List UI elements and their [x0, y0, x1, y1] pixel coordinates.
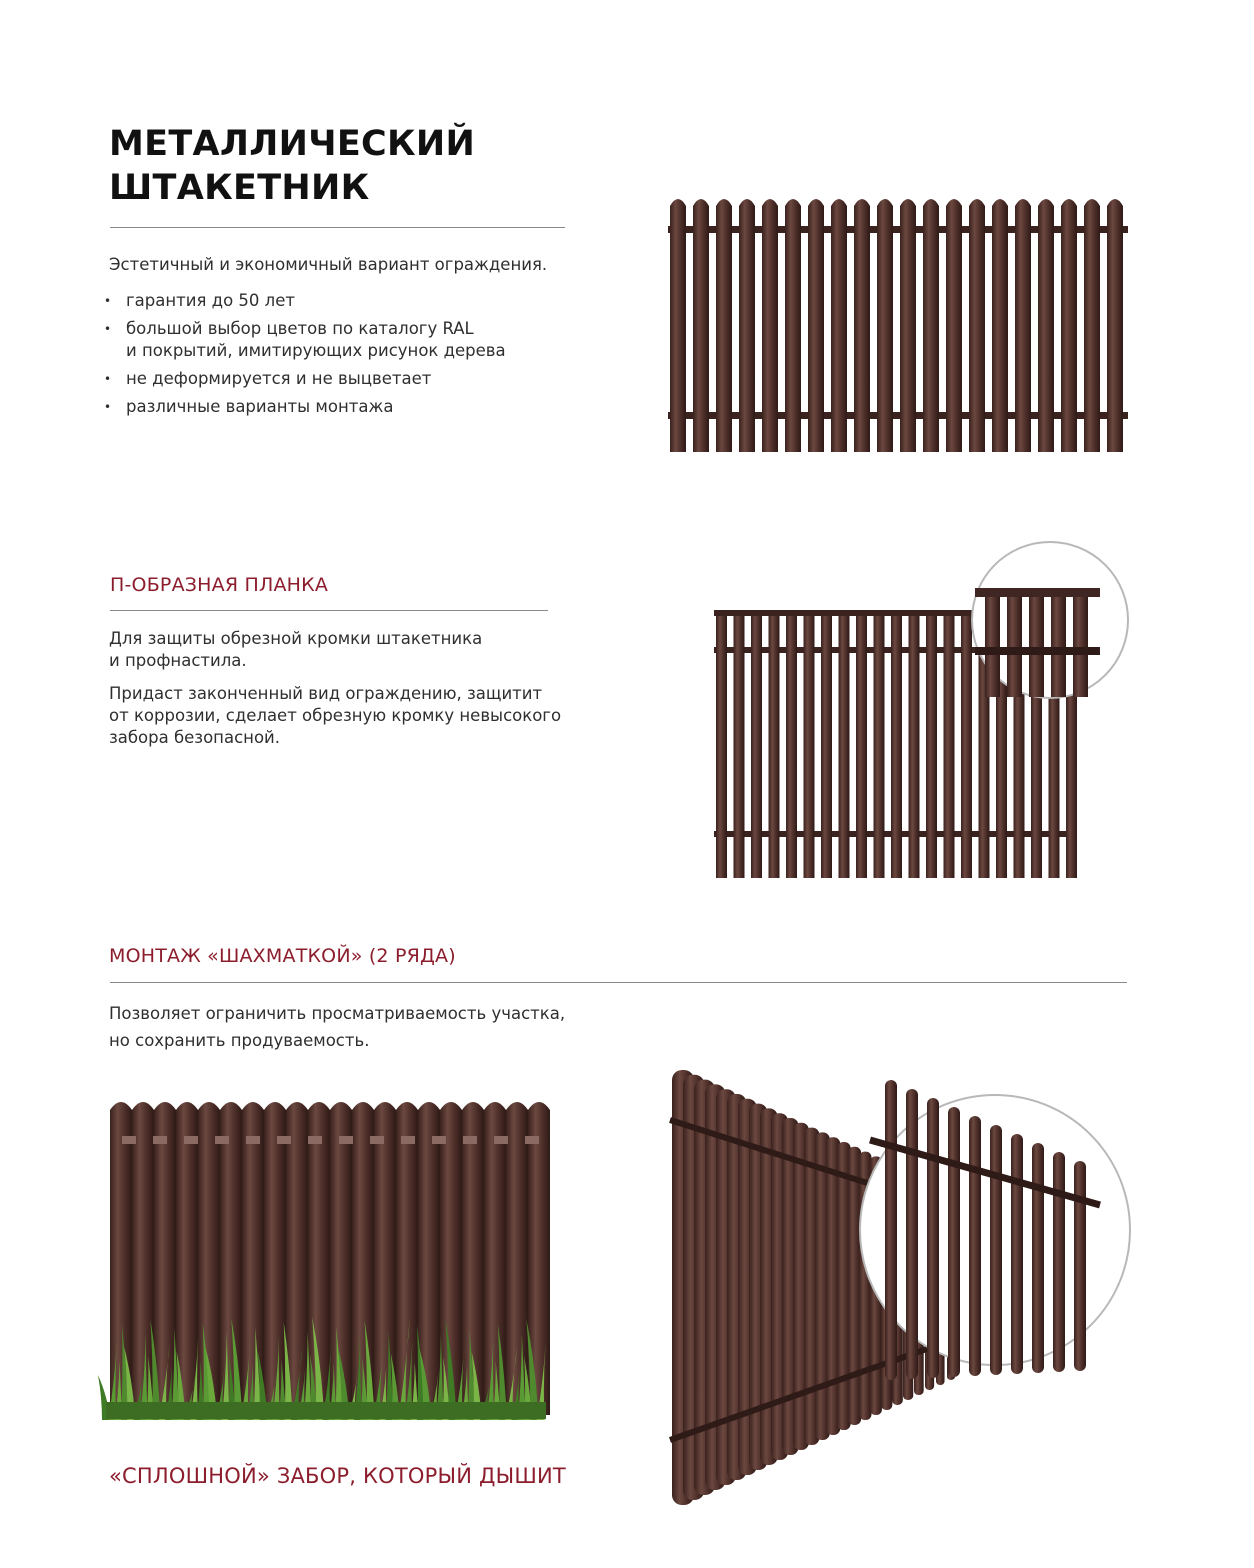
rail-fastener — [277, 1136, 291, 1144]
picket — [132, 1102, 154, 1415]
picket-fence-image — [660, 190, 1135, 455]
zoom-picket — [990, 1125, 1002, 1375]
intro-text: Эстетичный и экономичный вариант ограждения. — [109, 255, 548, 274]
plank-divider — [110, 610, 548, 611]
title-divider — [110, 227, 565, 228]
picket — [821, 616, 832, 878]
picket — [716, 616, 727, 878]
checker-heading: МОНТАЖ «ШАХМАТКОЙ» (2 РЯДА) — [109, 945, 456, 967]
checker-fence-perspective-image — [660, 1060, 1140, 1510]
rail-fastener — [401, 1136, 415, 1144]
picket — [670, 199, 686, 452]
picket — [506, 1102, 528, 1415]
rail-fastener — [370, 1136, 384, 1144]
picket — [786, 616, 797, 878]
rail-top — [668, 226, 1128, 233]
picket — [923, 199, 939, 452]
picket — [969, 199, 985, 452]
picket — [220, 1102, 242, 1415]
picket — [769, 616, 780, 878]
zoom-picket — [927, 1098, 939, 1378]
rail-fastener — [215, 1136, 229, 1144]
feature-item: • не деформируется и не выцветает — [104, 369, 432, 388]
feature-item: • гарантия до 50 лет — [104, 291, 295, 310]
plank-para-2: Придаст законченный вид ограждению, защитит от коррозии, сделает обрезную кромку невысокого забора безопасной. — [109, 684, 562, 747]
checker-caption: «СПЛОШНОЙ» ЗАБОР, КОТОРЫЙ ДЫШИТ — [109, 1464, 566, 1488]
rail-fastener — [246, 1136, 260, 1144]
bullet-icon: • — [104, 294, 112, 308]
rail-fastener — [432, 1136, 446, 1144]
feature-item: • различные варианты монтажа — [104, 397, 394, 416]
rail-fastener — [494, 1136, 508, 1144]
feature-list — [104, 290, 506, 424]
page-title — [109, 122, 475, 210]
picket — [1084, 199, 1100, 452]
checker-para: Позволяет ограничить просматриваемость участка, но сохранить продуваемость. — [109, 1004, 566, 1050]
picket — [739, 199, 755, 452]
picket — [1015, 199, 1031, 452]
zoom-rail — [975, 647, 1100, 655]
picket — [946, 199, 962, 452]
picket — [804, 616, 815, 878]
zoom-picket — [969, 1116, 981, 1376]
picket — [264, 1102, 286, 1415]
title-line-2: ШТАКЕТНИК — [109, 168, 370, 208]
picket — [716, 199, 732, 452]
solid-fence-grass-image — [100, 1090, 555, 1425]
picket — [734, 616, 745, 878]
rail-fastener — [339, 1136, 353, 1144]
rail-fastener — [153, 1136, 167, 1144]
zoom-picket — [1074, 1161, 1086, 1371]
zoom-picket — [906, 1089, 918, 1379]
picket — [286, 1102, 308, 1415]
u-plank-fence-image — [700, 535, 1140, 885]
picket — [762, 199, 778, 452]
title-line-1: МЕТАЛЛИЧЕСКИЙ — [109, 124, 476, 164]
picket — [839, 616, 850, 878]
rail-bottom — [668, 412, 1128, 419]
grass-ground — [106, 1402, 546, 1419]
picket — [854, 199, 870, 452]
zoom-u-plank — [975, 588, 1100, 597]
rail-fastener — [122, 1136, 136, 1144]
zoom-picket — [1011, 1134, 1023, 1374]
rail-fastener — [525, 1136, 539, 1144]
picket — [944, 616, 955, 878]
zoom-picket — [948, 1107, 960, 1377]
picket — [1061, 199, 1077, 452]
rail-fastener — [463, 1136, 477, 1144]
picket — [926, 616, 937, 878]
picket — [909, 616, 920, 878]
picket — [808, 199, 824, 452]
picket — [693, 199, 709, 452]
picket — [961, 616, 972, 878]
picket — [785, 199, 801, 452]
picket — [900, 199, 916, 452]
picket — [154, 1102, 176, 1415]
checker-divider — [110, 982, 1127, 983]
bullet-icon: • — [104, 372, 112, 386]
plank-heading: П-ОБРАЗНАЯ ПЛАНКА — [110, 574, 329, 596]
picket — [874, 616, 885, 878]
feature-item: • большой выбор цветов по каталогу RAL и покрытий, имитирующих рисунок дерева — [104, 319, 506, 360]
picket — [1107, 199, 1123, 452]
zoom-picket — [1032, 1143, 1044, 1373]
plank-para-1: Для защиты обрезной кромки штакетника и профнастила. — [109, 629, 483, 670]
bullet-icon: • — [104, 322, 112, 336]
picket — [856, 616, 867, 878]
bullet-icon: • — [104, 400, 112, 414]
picket — [831, 199, 847, 452]
picket — [751, 616, 762, 878]
picket — [891, 616, 902, 878]
picket — [877, 199, 893, 452]
rail-fastener — [184, 1136, 198, 1144]
rail-fastener — [308, 1136, 322, 1144]
zoom-picket — [1053, 1152, 1065, 1372]
picket — [992, 199, 1008, 452]
zoom-picket — [885, 1080, 897, 1380]
picket — [1038, 199, 1054, 452]
